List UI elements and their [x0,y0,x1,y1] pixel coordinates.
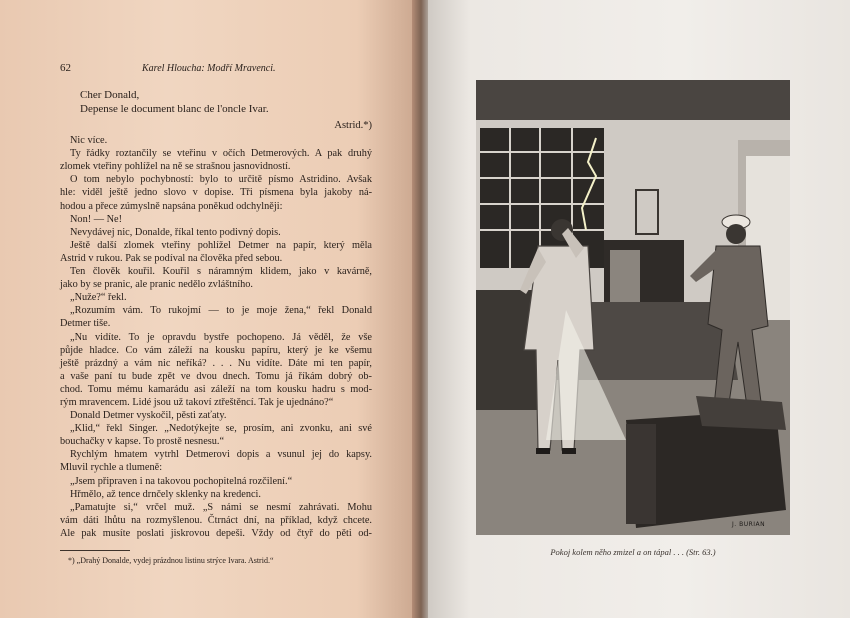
illustration [476,80,790,535]
text-line: Ten člověk kouřil. Kouřil s náramným klidem, jako v kavárně, [70,266,372,278]
text-line: Hřmělo, až tence drnčely sklenky na kredenci. [70,488,261,500]
text-line: O tom nebylo pochybností: bylo to určitě písmo Astridino. Avšak [70,174,372,186]
text-line: jako by se pranic, ale pranic nedělo zvláštního. [60,279,253,291]
ceiling [476,80,790,120]
text-line: Ty řádky roztančily se vteřinu v očích Detmerových. A pak druhý [70,148,372,160]
text-column [60,62,372,566]
text-line: Astrid v rukou. Pak se podíval na člověka před sebou. [60,252,283,264]
text-line: Nevydávej nic, Donalde, říkal tento podivný dopis. [70,226,281,238]
text-line: bouchačky v kapse. To prostě nesnesu.“ [60,436,225,448]
page-number: 62 [60,62,71,74]
letter-salutation: Cher Donald, [80,89,140,101]
text-line: Rychlým hmatem vytrhl Detmerovi dopis a vsunul jej do kapsy. [70,449,372,461]
text-line: Donald Detmer vyskočil, pěsti zaťaty. [70,410,227,422]
text-line: hodou a přece zúmyslně napsána poněkud odchylněji: [60,200,283,212]
text-line: „Rozumím vám. To rukojmí — to je moje žena,“ řekl Donald [70,305,372,317]
text-line: a vaše paní tu bude zpět ve dvou dnech. Tomu já říkám dobrý ob- [60,370,372,382]
illustration-caption: Pokoj kolem něho zmizel a on tápal . . . (Str. 63.) [550,547,716,557]
text-line: „Nuže?“ řekl. [70,292,127,304]
text-line: Non! — Ne! [70,213,123,225]
text-line: rým mravencem. Lidé jsou už takoví ztřeštěncí. Tak je ujednáno?“ [60,396,334,408]
text-line: „Pamatujte si,“ vrčel muž. „S námi se nesmí zahrávati. Mohu [70,501,372,513]
running-title: Karel Hloucha: Modří Mravenci. [142,63,276,74]
footnote-rule [60,550,130,551]
text-line: chod. Tomu mému kamarádu asi záleží na tom kousku hadru s mod- [60,383,372,395]
left-page [0,0,420,618]
text-line: vám dáti lhůtu na rozmyšlenou. Čtrnáct dní, na příklad, když chcete. [60,514,372,526]
text-line: Nic více. [70,135,108,147]
text-line: „Jsem připraven i na takovou pochopitelná rozčilení.“ [70,475,293,487]
text-line: Ale pak musíte poslati jiskrovou depeši. Vždy od čtyř do pěti od- [60,527,372,539]
text-line: zlomek vteřiny pohlížel na ně se strašnou jasnovidností. [60,161,291,173]
text-line: půjde hladce. Co vám záleží na kousku papíru, který je ke všemu [60,344,372,356]
text-line: Detmer tiše. [60,318,111,330]
artist-signature: J. BURIAN [732,521,766,528]
footnote: *) „Drahý Donalde, vydej prázdnou listinu strýce Ivara. Astrid.“ [68,556,274,565]
text-line: Ještě další zlomek vteřiny pohlížel Detmer na papír, který měla [70,239,372,251]
running-head [60,62,372,76]
text-line: „Nu vidíte. To je opravdu bystře pochopeno. Já věděl, že vše [70,331,372,343]
text-line: ještě prázdný a vám nic neříká? . . . Nu vidíte. Dáte mi ten papír, [60,357,372,369]
letter-signature: Astrid.*) [334,120,372,131]
cabinet-glass [610,250,640,302]
text-line: „Klid,“ řekl Singer. „Nedotýkejte se, prosím, ani zvonku, ani své [70,423,372,435]
letter-line: Depense le document blanc de l'oncle Ivar. [80,103,269,115]
text-line: hle: viděl ještě jedno slovo v dopise. Tři písmena byla jakoby ná- [60,187,372,199]
text-line: Mluvil rychle a tlumeně: [60,462,163,474]
illustration-drawing [476,80,790,535]
